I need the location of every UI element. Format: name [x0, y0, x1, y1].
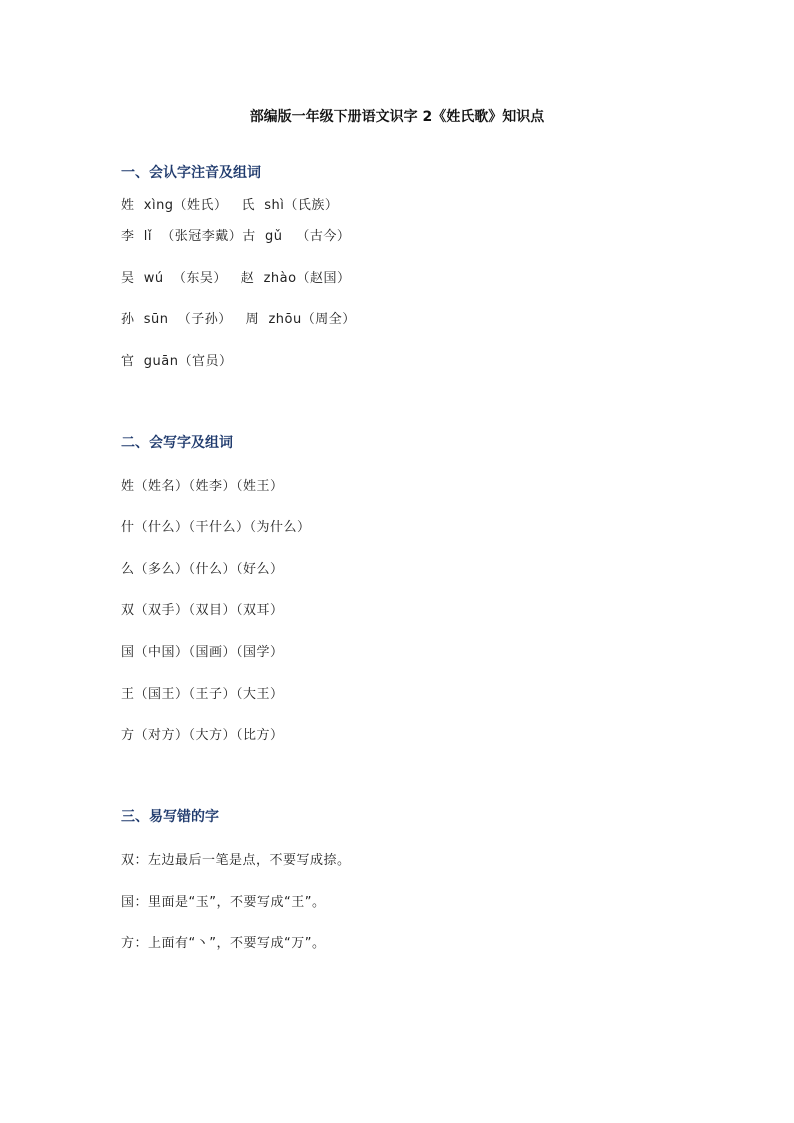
note-line: 方：上面有“丶”，不要写成“万”。	[121, 936, 326, 951]
section-heading-1: 一、会认字注音及组词	[121, 165, 261, 181]
pinyin-line: 官 guān（官员）	[121, 354, 233, 369]
word-line: 双（双手）（双目）（双耳）	[121, 603, 284, 618]
document-title: 部编版一年级下册语文识字 2《姓氏歌》知识点	[249, 109, 545, 125]
word-line: 姓（姓名）（姓李）（姓王）	[121, 479, 284, 494]
section-heading-2: 二、会写字及组词	[121, 435, 233, 451]
note-line: 国：里面是“玉”，不要写成“王”。	[121, 895, 326, 910]
word-line: 王（国王）（王子）（大王）	[121, 687, 284, 702]
pinyin-line: 孙 sūn （子孙） 周 zhōu（周全）	[121, 312, 356, 327]
word-line: 国（中国）（国画）（国学）	[121, 645, 284, 660]
pinyin-line: 李 lǐ （张冠李戴）古 gǔ （古今）	[121, 229, 351, 244]
note-line: 双：左边最后一笔是点，不要写成捺。	[121, 853, 351, 868]
word-line: 方（对方）（大方）（比方）	[121, 728, 284, 743]
pinyin-line: 吴 wú （东吴） 赵 zhào（赵国）	[121, 271, 351, 286]
word-line: 什（什么）（干什么）（为什么）	[121, 520, 311, 535]
section-heading-3: 三、易写错的字	[121, 809, 219, 825]
pinyin-line: 姓 xìng（姓氏） 氏 shì（氏族）	[121, 198, 339, 213]
word-line: 么（多么）（什么）（好么）	[121, 562, 284, 577]
